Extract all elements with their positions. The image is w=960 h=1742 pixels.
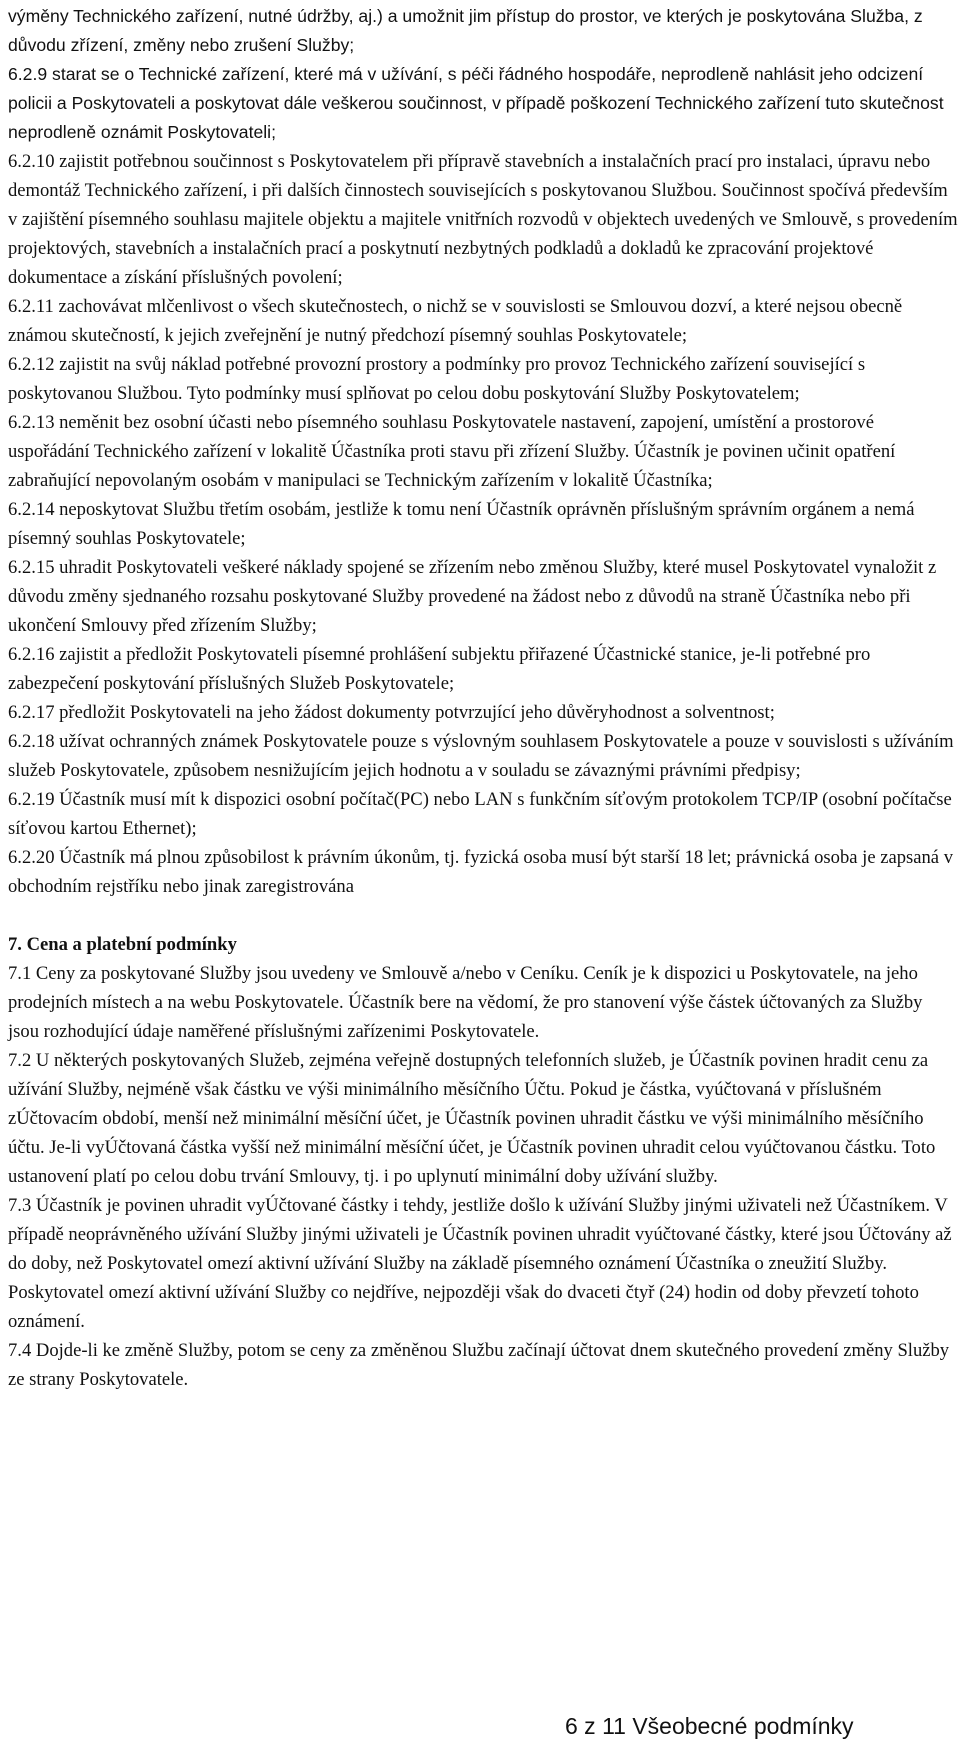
- paragraph-7-1: 7.1 Ceny za poskytované Služby jsou uvedeny ve Smlouvě a/nebo v Ceníku. Ceník je k dispozici u Poskytovatele, na jeho prodejních místech a na webu Poskytovatele. Účastník bere na vědomí, že pro stanovení výše částek účtovaných za Služby jsou rozhodující údaje naměřené příslušnými zařízenimi Poskytovatele.: [8, 963, 923, 1042]
- paragraph-6-2-15: 6.2.15 uhradit Poskytovateli veškeré náklady spojené se zřízením nebo změnou Služby, které musel Poskytovatel vynaložit z důvodu změny sjednaného rozsahu poskytované Služby provedené na žádost nebo z důvodů na straně Účastníka nebo při ukončení Smlouvy před zřízením Služby;: [8, 557, 937, 636]
- section-7-heading: 7. Cena a platební podmínky: [8, 934, 237, 955]
- paragraph-6-2-12: 6.2.12 zajistit na svůj náklad potřebné provozní prostory a podmínky pro provoz Technického zařízení související s poskytovanou Službou. Tyto podmínky musí splňovat po celou dobu poskytování Služby Poskytovatelem;: [8, 354, 866, 404]
- paragraph-6-2-20: 6.2.20 Účastník má plnou způsobilost k právním úkonům, tj. fyzická osoba musí být starší 18 let; právnická osoba je zapsaná v obchodním rejstříku nebo jinak zaregistrována: [8, 847, 954, 897]
- paragraph-7-4: 7.4 Dojde-li ke změně Služby, potom se ceny za změněnou Službu začínají účtovat dnem skutečného provedení změny Služby ze strany Poskytovatele.: [8, 1340, 950, 1390]
- paragraph-7-3: 7.3 Účastník je povinen uhradit vyÚčtované částky i tehdy, jestliže došlo k užívání Služby jinými uživateli než Účastníkem. V případě neoprávněného užívání Služby jinými uživateli je Účastník povinen uhradit vyúčtované částky, které jsou Účtovány až do doby, než Poskytovatel omezí aktivní užívání Služby na základě písemného oznámení Účastníka o zneužití Služby. Poskytovatel omezí aktivní užívání Služby co nejdříve, nejpozději však do dvaceti čtyř (24) hodin od doby převzetí tohoto oznámení.: [8, 1195, 952, 1332]
- paragraph-text: výměny Technického zařízení, nutné údržby, aj.) a umožnit jim přístup do prostor, ve kterých je poskytována Služba, z důvodu zřízení, změny nebo zrušení Služby; 6.2.: [8, 6, 923, 84]
- page-footer: 6 z 11 Všeobecné podmínky: [565, 1713, 854, 1739]
- paragraph-6-2-17: 6.2.17 předložit Poskytovateli na jeho žádost dokumenty potvrzující jeho důvěryhodnost a solventnost;: [8, 702, 775, 723]
- paragraph-6-2-13: 6.2.13 neměnit bez osobní účasti nebo písemného souhlasu Poskytovatele nastavení, zapojení, umístění a prostorové uspořádání Technického zařízení v lokalitě Účastníka proti stavu při zřízení Služby. Účastník je povinen učinit opatření zabraňující nepovolaným osobám v manipulaci se Technickým zařízením v lokalitě Účastníka;: [8, 412, 896, 491]
- paragraph-7-2: 7.2 U některých poskytovaných Služeb, zejména veřejně dostupných telefonních služeb, je Účastník povinen hradit cenu za užívání Služby, nejméně však částku ve výši minimálního měsíčního Účtu. Pokud je částka, vyúčtovaná v příslušném zÚčtovacím období, menší než minimální měsíční účet, je Účastník povinen uhradit částku ve výši minimálního měsíčního účtu. Je-li vyÚčtovaná částka vyšší než minimální měsíční účet, je Účastník povinen uhradit celou vyúčtovanou částku. Toto ustanovení platí po celou dobu trvání Smlouvy, tj. i po uplynutí minimální doby užívání služby.: [8, 1050, 936, 1187]
- paragraph-6-2-8-continuation: [8, 2, 958, 147]
- document-page: [8, 2, 958, 1394]
- paragraph-6-2-10: 6.2.10 zajistit potřebnou součinnost s Poskytovatelem při přípravě stavebních a instalačních prací pro instalaci, úpravu nebo demontáž Technického zařízení, i při dalších činnostech souvisejících s poskytovanou Službou. Součinnost spočívá především v zajištění písemného souhlasu majitele objektu a majitele vnitřních rozvodů v objektech uvedených ve Smlouvě, s provedením projektových, stavebních a instalačních prací a poskytnutí nezbytných podkladů a dokladů ke zpracování projektové dokumentace a získání příslušných povolení;: [8, 151, 958, 288]
- paragraph-6-2-16: 6.2.16 zajistit a předložit Poskytovateli písemné prohlášení subjektu přiřazené Účastnické stanice, je-li potřebné pro zabezpečení poskytování příslušných Služeb Poskytovatele;: [8, 644, 871, 694]
- blank-line: [8, 901, 958, 930]
- paragraph-text: 9 starat se o Technické zařízení, které má v užívání, s péči řádného hospodáře, neprodleně nahlásit jeho odcizení policii a Poskytovateli a poskytovat dále veškerou součinnost, v případě poškození Technického zařízení tuto skutečnost neprodleně oznámit Poskytovateli;: [8, 64, 949, 142]
- paragraph-6-2-11: 6.2.11 zachovávat mlčenlivost o všech skutečnostech, o nichž se v souvislosti se Smlouvou dozví, a které nejsou obecně známou skutečností, k jejich zveřejnění je nutný předchozí písemný souhlas Poskytovatele;: [8, 296, 903, 346]
- paragraph-6-2-19: 6.2.19 Účastník musí mít k dispozici osobní počítač(PC) nebo LAN s funkčním síťovým protokolem TCP/IP (osobní počítačse síťovou kartou Ethernet);: [8, 789, 952, 839]
- paragraph-6-2-14: 6.2.14 neposkytovat Službu třetím osobám, jestliže k tomu není Účastník oprávněn příslušným správním orgánem a nemá písemný souhlas Poskytovatele;: [8, 499, 915, 549]
- paragraph-6-2-18: 6.2.18 užívat ochranných známek Poskytovatele pouze s výslovným souhlasem Poskytovatele a pouze v souvislosti s užíváním služeb Poskytovatele, způsobem nesnižujícím jejich hodnotu a v souladu se závaznými právními předpisy;: [8, 731, 954, 781]
